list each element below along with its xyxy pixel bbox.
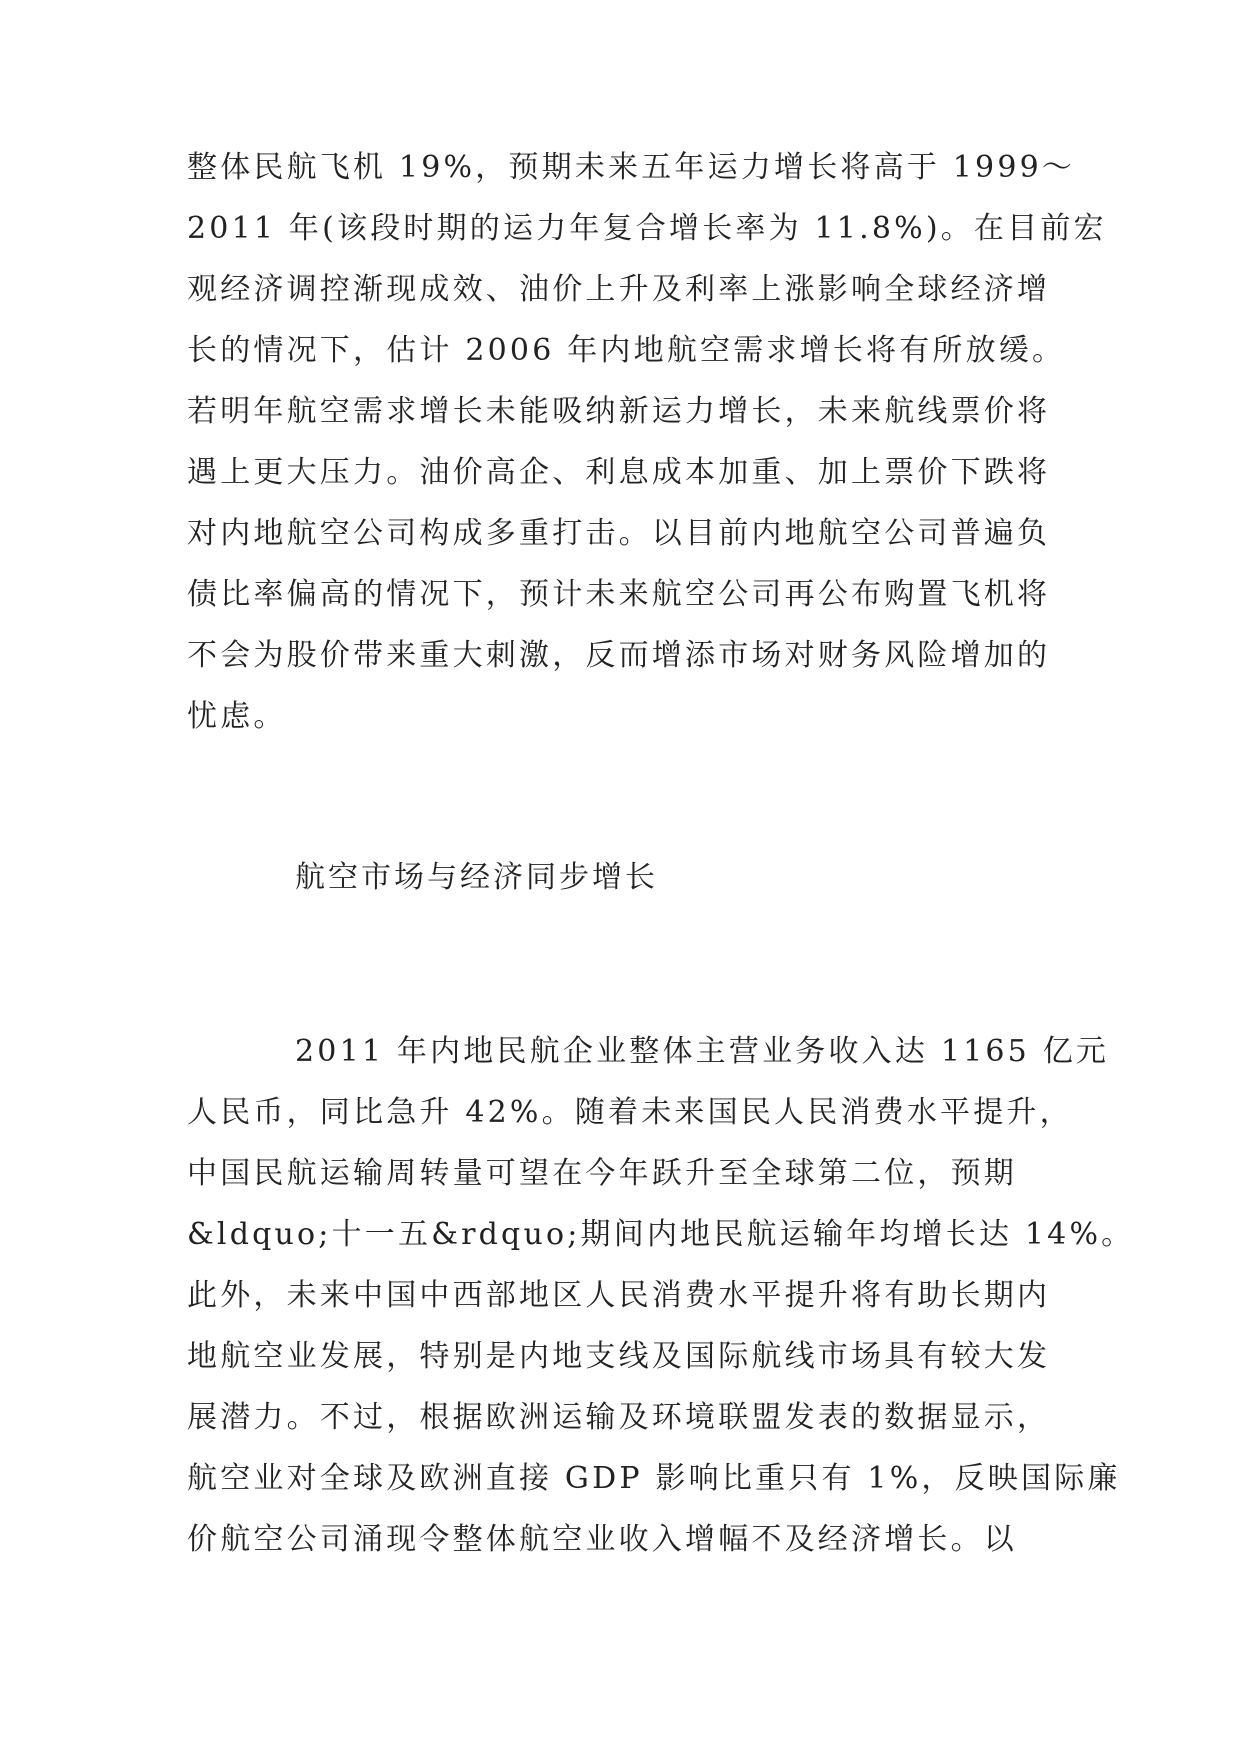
- section-heading: 航空市场与经济同步增长: [295, 860, 658, 895]
- paragraph-1-line: 债比率偏高的情况下，预计未来航空公司再公布购置飞机将: [187, 577, 1051, 612]
- paragraph-2-line: 人民币，同比急升 42%。随着未来国民人民消费水平提升，: [187, 1095, 1073, 1130]
- paragraph-2-line: 此外，未来中国中西部地区人民消费水平提升将有助长期内: [187, 1278, 1051, 1313]
- paragraph-2-line: 地航空业发展，特别是内地支线及国际航线市场具有较大发: [187, 1339, 1051, 1374]
- paragraph-1-line: 不会为股价带来重大刺激，反而增添市场对财务风险增加的: [187, 638, 1051, 673]
- paragraph-2-line: 2011 年内地民航企业整体主营业务收入达 1165 亿元: [295, 1034, 1110, 1069]
- paragraph-1-line: 观经济调控渐现成效、油价上升及利率上涨影响全球经济增: [187, 272, 1051, 307]
- paragraph-1-line: 长的情况下，估计 2006 年内地航空需求增长将有所放缓。: [187, 333, 1066, 368]
- paragraph-2-line: 航空业对全球及欧洲直接 GDP 影响比重只有 1%，反映国际廉: [187, 1461, 1121, 1496]
- paragraph-2-line: 价航空公司涌现令整体航空业收入增幅不及经济增长。以: [187, 1522, 1017, 1557]
- paragraph-1-line: 忧虑。: [187, 699, 287, 734]
- paragraph-2-line: 展潜力。不过，根据欧洲运输及环境联盟发表的数据显示，: [187, 1400, 1051, 1435]
- paragraph-1-line: 2011 年(该段时期的运力年复合增长率为 11.8%)。在目前宏: [187, 211, 1107, 246]
- paragraph-1-line: 若明年航空需求增长未能吸纳新运力增长，未来航线票价将: [187, 394, 1051, 429]
- paragraph-1-line: 整体民航飞机 19%，预期未来五年运力增长将高于 1999～: [187, 150, 1076, 185]
- paragraph-1-line: 对内地航空公司构成多重打击。以目前内地航空公司普遍负: [187, 516, 1051, 551]
- paragraph-2-line: &ldquo;十一五&rdquo;期间内地民航运输年均增长达 14%。: [187, 1217, 1135, 1252]
- paragraph-2-line: 中国民航运输周转量可望在今年跃升至全球第二位，预期: [187, 1156, 1017, 1191]
- paragraph-1-line: 遇上更大压力。油价高企、利息成本加重、加上票价下跌将: [187, 455, 1051, 490]
